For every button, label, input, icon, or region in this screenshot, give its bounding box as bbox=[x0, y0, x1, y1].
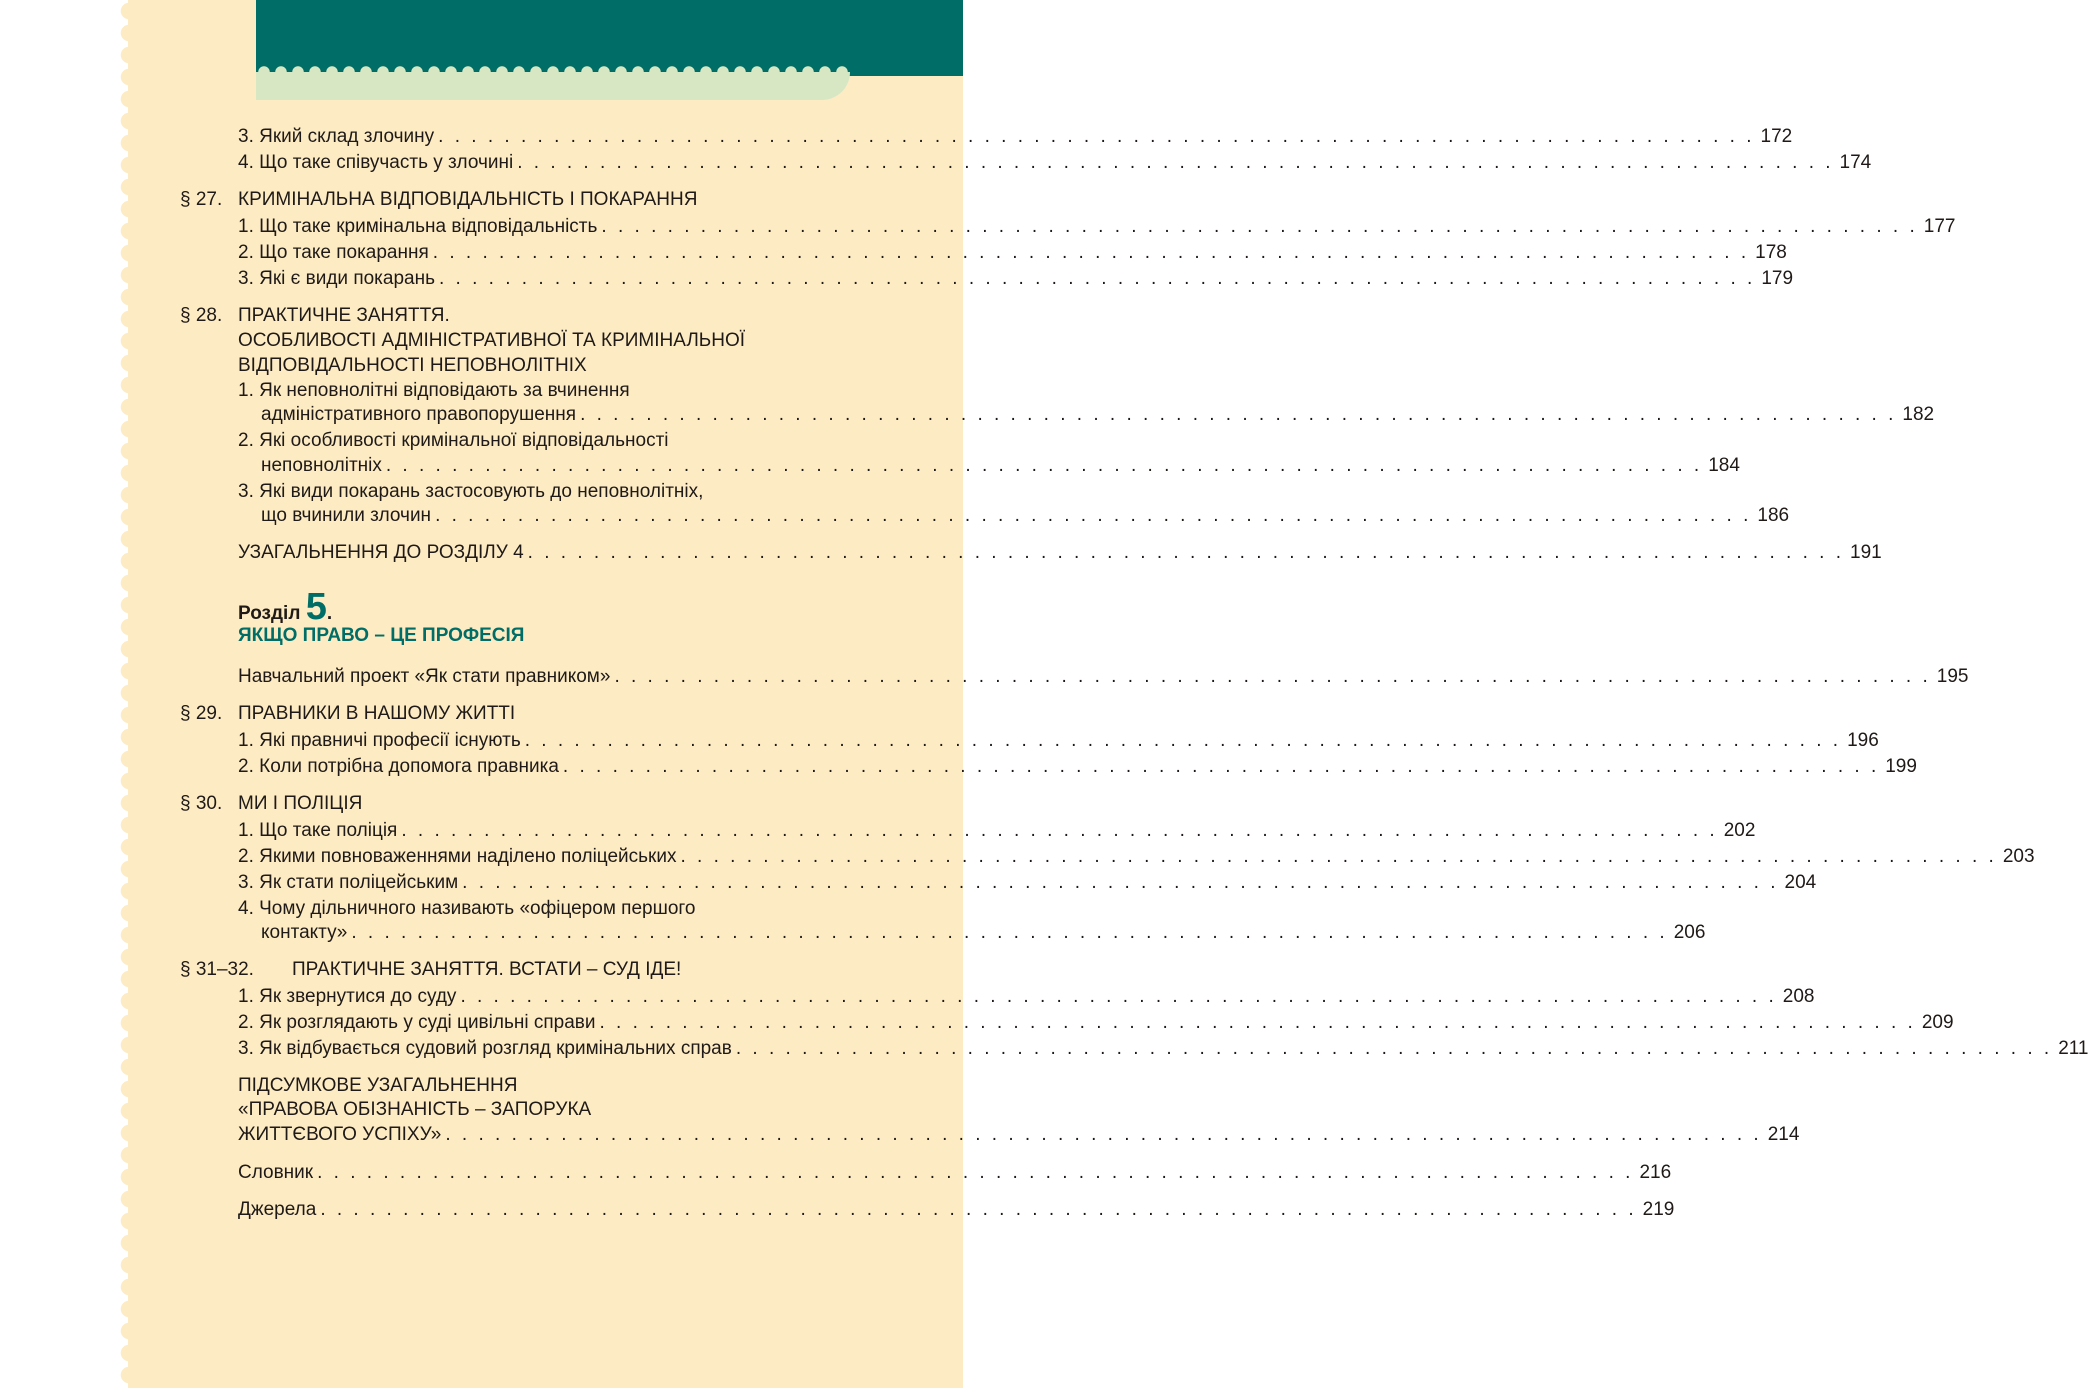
toc-row bbox=[180, 453, 1740, 479]
toc-page-number: 179 bbox=[1761, 268, 1794, 289]
header-banner-dots bbox=[256, 66, 850, 78]
toc-page-number: 219 bbox=[1642, 1199, 1675, 1220]
toc-row bbox=[180, 920, 1706, 946]
toc-leader-dots: . . . . . . . . . . . . . . . . . . . . . . . . . . . . . . . . . . . . . . . . . . . . . . . . . . . . . . . . . . . . . . . . . . . . . . . . . . . . . . . . bbox=[317, 1162, 1634, 1183]
toc-page-number: 195 bbox=[1936, 666, 1969, 687]
toc-row bbox=[180, 728, 1879, 754]
toc-page-number: 182 bbox=[1902, 404, 1935, 425]
toc-leader-dots: . . . . . . . . . . . . . . . . . . . . . . . . . . . . . . . . . . . . . . . . . . . . . . . . . . . . . . . . . . . . . . . . . . . . . . . . . . . . . . . . bbox=[580, 404, 1897, 425]
toc-row bbox=[180, 818, 1756, 844]
toc-leader-line bbox=[238, 754, 1917, 780]
toc-row bbox=[180, 1197, 1675, 1223]
toc-entry-title: 3. Які види покарань застосовують до неповнолітніх, bbox=[238, 481, 704, 502]
chapter-label-text: Розділ bbox=[238, 603, 301, 624]
toc-leader-dots: . . . . . . . . . . . . . . . . . . . . . . . . . . . . . . . . . . . . . . . . . . . . . . . . . . . . . . . . . . . . . . . . . . . . . . . . . . . . . . . . bbox=[524, 730, 1842, 751]
toc-entry-title: ПРАКТИЧНЕ ЗАНЯТТЯ. bbox=[238, 305, 450, 326]
toc-leader-dots: . . . . . . . . . . . . . . . . . . . . . . . . . . . . . . . . . . . . . . . . . . . . . . . . . . . . . . . . . . . . . . . . . . . . . . . . . . . . . . . . bbox=[439, 268, 1756, 289]
chapter-dot: . bbox=[326, 603, 333, 624]
toc-entry-title: ПРАВНИКИ В НАШОМУ ЖИТТІ bbox=[238, 703, 516, 724]
toc-leader-dots: . . . . . . . . . . . . . . . . . . . . . . . . . . . . . . . . . . . . . . . . . . . . . . . . . . . . . . . . . . . . . . . . . . . . . . . . . . . . . . . . bbox=[320, 1199, 1637, 1220]
toc-leader-line bbox=[261, 920, 1706, 946]
toc-leader-line bbox=[238, 1160, 1672, 1186]
toc-leader-line bbox=[238, 1122, 1800, 1148]
chapter-label bbox=[238, 586, 332, 626]
toc-section-number: § 28. bbox=[180, 305, 223, 326]
toc-leader-dots: . . . . . . . . . . . . . . . . . . . . . . . . . . . . . . . . . . . . . . . . . . . . . . . . . . . . . . . . . . . . . . . . . . . . . . . . . . . . . . . . bbox=[735, 1038, 2053, 1059]
toc-leader-dots: . . . . . . . . . . . . . . . . . . . . . . . . . . . . . . . . . . . . . . . . . . . . . . . . . . . . . . . . . . . . . . . . . . . . . . . . . . . . . . . . bbox=[351, 922, 1668, 943]
toc-entry-title: Джерела bbox=[238, 1197, 320, 1223]
toc-leader-dots: . . . . . . . . . . . . . . . . . . . . . . . . . . . . . . . . . . . . . . . . . . . . . . . . . . . . . . . . . . . . . . . . . . . . . . . . . . . . . . . . bbox=[401, 820, 1718, 841]
toc-row bbox=[180, 1036, 2088, 1062]
toc-leader-dots: . . . . . . . . . . . . . . . . . . . . . . . . . . . . . . . . . . . . . . . . . . . . . . . . . . . . . . . . . . . . . . . . . . . . . . . . . . . . . . . . bbox=[460, 986, 1777, 1007]
toc-leader-dots: . . . . . . . . . . . . . . . . . . . . . . . . . . . . . . . . . . . . . . . . . . . . . . . . . . . . . . . . . . . . . . . . . . . . . . . . . . . . . . . . bbox=[680, 846, 1997, 867]
toc-row bbox=[180, 1010, 1954, 1036]
toc-leader-line bbox=[238, 844, 2035, 870]
toc-leader-dots: . . . . . . . . . . . . . . . . . . . . . . . . . . . . . . . . . . . . . . . . . . . . . . . . . . . . . . . . . . . . . . . . . . . . . . . . . . . . . . . . bbox=[462, 872, 1779, 893]
toc-section-number: § 30. bbox=[180, 793, 223, 814]
toc-row bbox=[180, 353, 850, 379]
toc-leader-line bbox=[238, 214, 1956, 240]
toc-entry-title: ПРАКТИЧНЕ ЗАНЯТТЯ. ВСТАТИ – СУД ІДЕ! bbox=[292, 959, 682, 980]
toc-entry-title: 2. Якими повноваженнями наділено поліцейських bbox=[238, 844, 680, 870]
toc-row bbox=[180, 984, 1815, 1010]
toc-leader-dots: . . . . . . . . . . . . . . . . . . . . . . . . . . . . . . . . . . . . . . . . . . . . . . . . . . . . . . . . . . . . . . . . . . . . . . . . . . . . . . . . bbox=[432, 242, 1750, 263]
toc-leader-dots: . . . . . . . . . . . . . . . . . . . . . . . . . . . . . . . . . . . . . . . . . . . . . . . . . . . . . . . . . . . . . . . . . . . . . . . . . . . . . . . . bbox=[527, 542, 1844, 563]
toc-row bbox=[180, 1122, 1800, 1148]
toc-page-number: 202 bbox=[1723, 820, 1756, 841]
toc-entry-title: 2. Що таке покарання bbox=[238, 240, 433, 266]
toc-leader-line bbox=[261, 402, 1935, 428]
toc-page-number: 177 bbox=[1923, 216, 1956, 237]
toc-row bbox=[180, 754, 1917, 780]
toc-leader-dots: . . . . . . . . . . . . . . . . . . . . . . . . . . . . . . . . . . . . . . . . . . . . . . . . . . . . . . . . . . . . . . . . . . . . . . . . . . . . . . . . bbox=[599, 1012, 1916, 1033]
toc-entry-title: Навчальний проект «Як стати правником» bbox=[238, 664, 614, 690]
chapter-title: ЯКЩО ПРАВО – ЦЕ ПРОФЕСІЯ bbox=[238, 625, 525, 646]
toc-row bbox=[180, 664, 1969, 690]
toc-entry-title: ЖИТТЄВОГО УСПІХУ» bbox=[238, 1122, 445, 1148]
toc-row bbox=[180, 870, 1817, 896]
toc-row bbox=[180, 503, 1790, 529]
toc-entry-title: 4. Чому дільничного називають «офіцером першого bbox=[238, 898, 696, 919]
toc-row bbox=[180, 791, 850, 817]
toc-entry-title: 2. Як розглядають у суді цивільні справи bbox=[238, 1010, 599, 1036]
toc-page-number: 214 bbox=[1767, 1124, 1800, 1145]
toc-entry-title: 3. Які є види покарань bbox=[238, 266, 439, 292]
toc-leader-dots: . . . . . . . . . . . . . . . . . . . . . . . . . . . . . . . . . . . . . . . . . . . . . . . . . . . . . . . . . . . . . . . . . . . . . . . . . . . . . . . . bbox=[601, 216, 1918, 237]
toc-page-number: 184 bbox=[1708, 455, 1740, 476]
toc-leader-line bbox=[238, 664, 1969, 690]
toc-row bbox=[180, 187, 850, 213]
toc-leader-line bbox=[261, 453, 1740, 479]
toc-entry-title: 4. Що таке співучасть у злочині bbox=[238, 150, 517, 176]
toc-entry-title: 1. Як звернутися до суду bbox=[238, 984, 460, 1010]
toc-row bbox=[180, 1160, 1672, 1186]
toc-entry-title: 3. Як відбувається судовий розгляд кримінальних справ bbox=[238, 1036, 736, 1062]
toc-leader-dots: . . . . . . . . . . . . . . . . . . . . . . . . . . . . . . . . . . . . . . . . . . . . . . . . . . . . . . . . . . . . . . . . . . . . . . . . . . . . . . . . bbox=[614, 666, 1931, 687]
toc-entry-title: 3. Як стати поліцейським bbox=[238, 870, 462, 896]
toc-page-number: 208 bbox=[1782, 986, 1815, 1007]
toc-entry-title: 1. Які правничі професії існують bbox=[238, 728, 525, 754]
toc-entry-title: контакту» bbox=[261, 920, 351, 946]
toc-page-number: 191 bbox=[1850, 542, 1882, 563]
toc-leader-line bbox=[238, 266, 1794, 292]
toc-entry-title: УЗАГАЛЬНЕННЯ ДО РОЗДІЛУ 4 bbox=[238, 540, 528, 566]
toc-page-number: 178 bbox=[1755, 242, 1787, 263]
toc-row bbox=[180, 1097, 850, 1123]
toc-entry-title: 2. Коли потрібна допомога правника bbox=[238, 754, 563, 780]
toc-entry-title: ОСОБЛИВОСТІ АДМІНІСТРАТИВНОЇ ТА КРИМІНАЛЬНОЇ bbox=[238, 330, 746, 351]
toc-page-number: 186 bbox=[1757, 505, 1790, 526]
toc-row bbox=[180, 428, 850, 454]
toc-entry-title: «ПРАВОВА ОБІЗНАНІСТЬ – ЗАПОРУКА bbox=[238, 1099, 592, 1120]
toc-page-number: 174 bbox=[1839, 152, 1872, 173]
toc-entry-title: 1. Що таке кримінальна відповідальність bbox=[238, 214, 601, 240]
toc-leader-dots: . . . . . . . . . . . . . . . . . . . . . . . . . . . . . . . . . . . . . . . . . . . . . . . . . . . . . . . . . . . . . . . . . . . . . . . . . . . . . . . . bbox=[438, 126, 1755, 147]
toc-row bbox=[180, 540, 1882, 566]
toc-entry-title: 3. Який склад злочину bbox=[238, 124, 438, 150]
toc-row bbox=[180, 378, 850, 404]
toc-leader-line bbox=[238, 1036, 2088, 1062]
toc-row bbox=[180, 266, 1794, 292]
toc-row bbox=[180, 402, 1935, 428]
toc-leader-dots: . . . . . . . . . . . . . . . . . . . . . . . . . . . . . . . . . . . . . . . . . . . . . . . . . . . . . . . . . . . . . . . . . . . . . . . . . . . . . . . . bbox=[445, 1124, 1762, 1145]
toc-page-number: 204 bbox=[1784, 872, 1817, 893]
toc-page-number: 196 bbox=[1847, 730, 1879, 751]
toc-leader-line bbox=[238, 150, 1872, 176]
toc-leader-line bbox=[238, 1010, 1954, 1036]
toc-row bbox=[180, 150, 1872, 176]
toc-entry-title: Словник bbox=[238, 1160, 317, 1186]
toc-leader-dots: . . . . . . . . . . . . . . . . . . . . . . . . . . . . . . . . . . . . . . . . . . . . . . . . . . . . . . . . . . . . . . . . . . . . . . . . . . . . . . . . bbox=[562, 756, 1880, 777]
toc-entry-title: ВІДПОВІДАЛЬНОСТІ НЕПОВНОЛІТНІХ bbox=[238, 355, 587, 376]
toc-row bbox=[180, 844, 2035, 870]
chapter-number: 5 bbox=[305, 586, 327, 628]
toc-entry-title: ПІДСУМКОВЕ УЗАГАЛЬНЕННЯ bbox=[238, 1075, 518, 1096]
toc-entry-title: КРИМІНАЛЬНА ВІДПОВІДАЛЬНІСТЬ І ПОКАРАННЯ bbox=[238, 189, 698, 210]
toc-leader-line bbox=[238, 870, 1817, 896]
toc-page-number: 211 bbox=[2058, 1038, 2088, 1059]
toc-entry-title: МИ І ПОЛІЦІЯ bbox=[238, 793, 363, 814]
toc-section-number: § 29. bbox=[180, 703, 223, 724]
toc-leader-line bbox=[238, 540, 1882, 566]
toc-leader-dots: . . . . . . . . . . . . . . . . . . . . . . . . . . . . . . . . . . . . . . . . . . . . . . . . . . . . . . . . . . . . . . . . . . . . . . . . . . . . . . . . bbox=[435, 505, 1752, 526]
toc-leader-line bbox=[261, 503, 1790, 529]
toc-leader-line bbox=[238, 818, 1756, 844]
toc-row bbox=[180, 214, 1956, 240]
toc-row bbox=[180, 701, 850, 727]
toc-row bbox=[180, 957, 850, 983]
toc-page-number: 216 bbox=[1639, 1162, 1672, 1183]
toc-page-number: 203 bbox=[2002, 846, 2035, 867]
toc-leader-line bbox=[238, 124, 1793, 150]
toc-entry-title: 1. Як неповнолітні відповідають за вчинення bbox=[238, 380, 630, 401]
toc-entry-title: 2. Які особливості кримінальної відповідальності bbox=[238, 430, 669, 451]
toc-leader-dots: . . . . . . . . . . . . . . . . . . . . . . . . . . . . . . . . . . . . . . . . . . . . . . . . . . . . . . . . . . . . . . . . . . . . . . . . . . . . . . . . bbox=[385, 455, 1703, 476]
toc-page-number: 209 bbox=[1921, 1012, 1954, 1033]
toc-leader-line bbox=[238, 984, 1815, 1010]
toc-row bbox=[180, 124, 1793, 150]
toc-section-number: § 31–32. bbox=[180, 959, 254, 980]
toc-entry-title: 1. Що таке поліція bbox=[238, 818, 401, 844]
toc-row bbox=[180, 896, 850, 922]
toc-page-number: 206 bbox=[1673, 922, 1706, 943]
toc-section-number: § 27. bbox=[180, 189, 223, 210]
toc-row bbox=[180, 1073, 850, 1099]
toc-leader-line bbox=[238, 240, 1787, 266]
toc-entry-title: неповнолітніх bbox=[261, 453, 386, 479]
toc-leader-dots: . . . . . . . . . . . . . . . . . . . . . . . . . . . . . . . . . . . . . . . . . . . . . . . . . . . . . . . . . . . . . . . . . . . . . . . . . . . . . . . . bbox=[517, 152, 1834, 173]
toc-page-number: 199 bbox=[1885, 756, 1917, 777]
toc-leader-line bbox=[238, 728, 1879, 754]
header-banner bbox=[256, 0, 963, 76]
toc-entry-title: що вчинили злочин bbox=[261, 503, 435, 529]
toc-row bbox=[180, 479, 850, 505]
toc-row bbox=[180, 328, 850, 354]
toc-leader-line bbox=[238, 1197, 1675, 1223]
toc-page-number: 172 bbox=[1760, 126, 1793, 147]
toc-row bbox=[180, 240, 1787, 266]
toc-row bbox=[180, 303, 850, 329]
page-edge-scallop bbox=[118, 0, 140, 1388]
toc-entry-title: адміністративного правопорушення bbox=[261, 402, 580, 428]
